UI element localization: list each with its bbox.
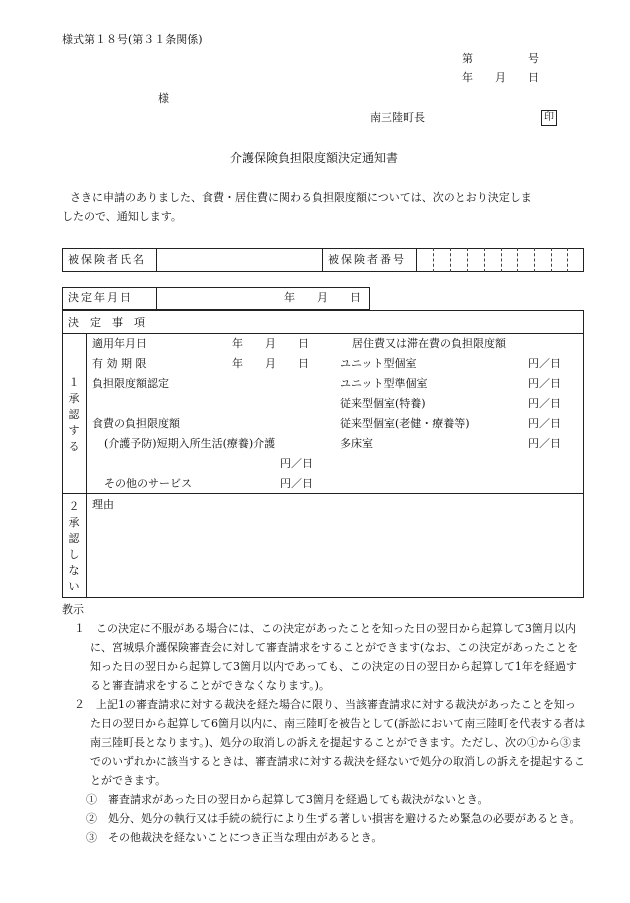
residence-item-unit: 円／日 <box>528 397 561 410</box>
instructions-heading: 教示 <box>62 603 84 616</box>
document-title: 介護保険負担限度額決定通知書 <box>230 151 399 165</box>
document-number-line: 第 号 <box>462 52 539 65</box>
recognition-label: 負担限度額認定 <box>92 377 169 390</box>
residence-item-unit: 円／日 <box>528 377 561 390</box>
digit-separator <box>450 248 451 272</box>
instruction-sub-2: ② 処分、処分の執行又は手続の続行により生ずる著しい損害を避けるため緊急の必要があるとき。 <box>86 812 581 825</box>
residence-item-label: 従来型個室(老健・療養等) <box>340 417 470 430</box>
insured-number-field[interactable] <box>417 249 583 271</box>
approve-section-label: １ 承 認 す る <box>68 376 80 453</box>
residence-item-label: 多床室 <box>340 437 373 450</box>
residence-limit-title: 居住費又は滞在費の負担限度額 <box>352 337 506 350</box>
instruction-sub-1: ① 審査請求があった日の翌日から起算して3箇月を経過しても裁決がないとき。 <box>86 793 489 806</box>
reason-field[interactable] <box>90 514 580 594</box>
apply-date-value: 年 月 日 <box>232 337 309 350</box>
shortstay-unit: 円／日 <box>280 457 313 470</box>
shortstay-label: (介護予防)短期入所生活(療養)介護 <box>104 437 276 450</box>
reason-label: 理由 <box>92 498 114 511</box>
digit-separator <box>484 248 485 272</box>
reject-section-label: ２ 承 認 し な い <box>68 500 80 593</box>
valid-period-label: 有 効 期 限 <box>92 357 147 370</box>
other-service-unit: 円／日 <box>280 477 313 490</box>
divider <box>62 493 584 494</box>
residence-item-unit: 円／日 <box>528 437 561 450</box>
issue-date-line: 年 月 日 <box>462 71 539 84</box>
intro-line-2: したので、通知します。 <box>62 210 182 223</box>
digit-separator <box>567 248 568 272</box>
instruction-item-1: １ この決定に不服がある場合には、この決定があったことを知った日の翌日から起算して3箇月以内に、宮城県介護保険審査会に対して審査請求をすることができます(なお、この決定があったことを知った日の翌日から起算して3箇月以内であっても、この決定の日の翌日から起算して1年を経過すると審査請求をすることができなくなります。)。 <box>74 622 579 692</box>
valid-period-value: 年 月 日 <box>232 357 309 370</box>
instruction-sub-3: ③ その他裁決を経ないことにつき正当な理由があるとき。 <box>86 831 383 844</box>
digit-separator <box>467 248 468 272</box>
digit-separator <box>551 248 552 272</box>
residence-item-label: ユニット型準個室 <box>340 377 428 390</box>
decision-date-value: 年 月 日 <box>284 291 361 304</box>
insured-name-field[interactable] <box>157 249 321 271</box>
decision-date-label: 決定年月日 <box>68 291 133 304</box>
instructions-section <box>62 600 586 847</box>
apply-date-label: 適用年月日 <box>92 337 147 350</box>
decision-items-label: 決 定 事 項 <box>68 316 145 329</box>
intro-line-1: さきに申請のありました、食費・居住費に関わる負担限度額については、次のとおり決定しま <box>70 191 532 204</box>
insured-number-label: 被保険者番号 <box>328 253 406 266</box>
divider <box>62 333 584 334</box>
form-number: 様式第１８号(第３１条関係) <box>62 33 203 46</box>
other-service-label: その他のサービス <box>104 477 192 490</box>
divider <box>322 248 323 272</box>
residence-item-label: 従来型個室(特養) <box>340 397 426 410</box>
divider <box>156 287 157 310</box>
food-limit-label: 食費の負担限度額 <box>92 417 180 430</box>
issuer-name: 南三陸町長 <box>370 111 425 124</box>
residence-item-unit: 円／日 <box>528 417 561 430</box>
digit-separator <box>534 248 535 272</box>
digit-separator <box>517 248 518 272</box>
residence-item-unit: 円／日 <box>528 357 561 370</box>
digit-separator <box>433 248 434 272</box>
divider <box>86 333 87 598</box>
addressee-suffix: 様 <box>158 92 169 105</box>
digit-separator <box>501 248 502 272</box>
residence-item-label: ユニット型個室 <box>340 357 417 370</box>
instruction-item-2: ２ 上記1の審査請求に対する裁決を経た場合に限り、当該審査請求に対する裁決があったことを知った日の翌日から起算して6箇月以内に、南三陸町を被告として(訴訟において南三陸町を代表する者は南三陸町長となります。)、処分の取消しの訴えを提起することができます。ただし、次の①から③までのいずれかに該当するときは、審査請求に対する裁決を経ないで処分の取消しの訴えを提起することができます。 <box>74 698 586 787</box>
seal-stamp-icon: 印 <box>541 110 557 126</box>
insured-name-label: 被保険者氏名 <box>68 253 146 266</box>
